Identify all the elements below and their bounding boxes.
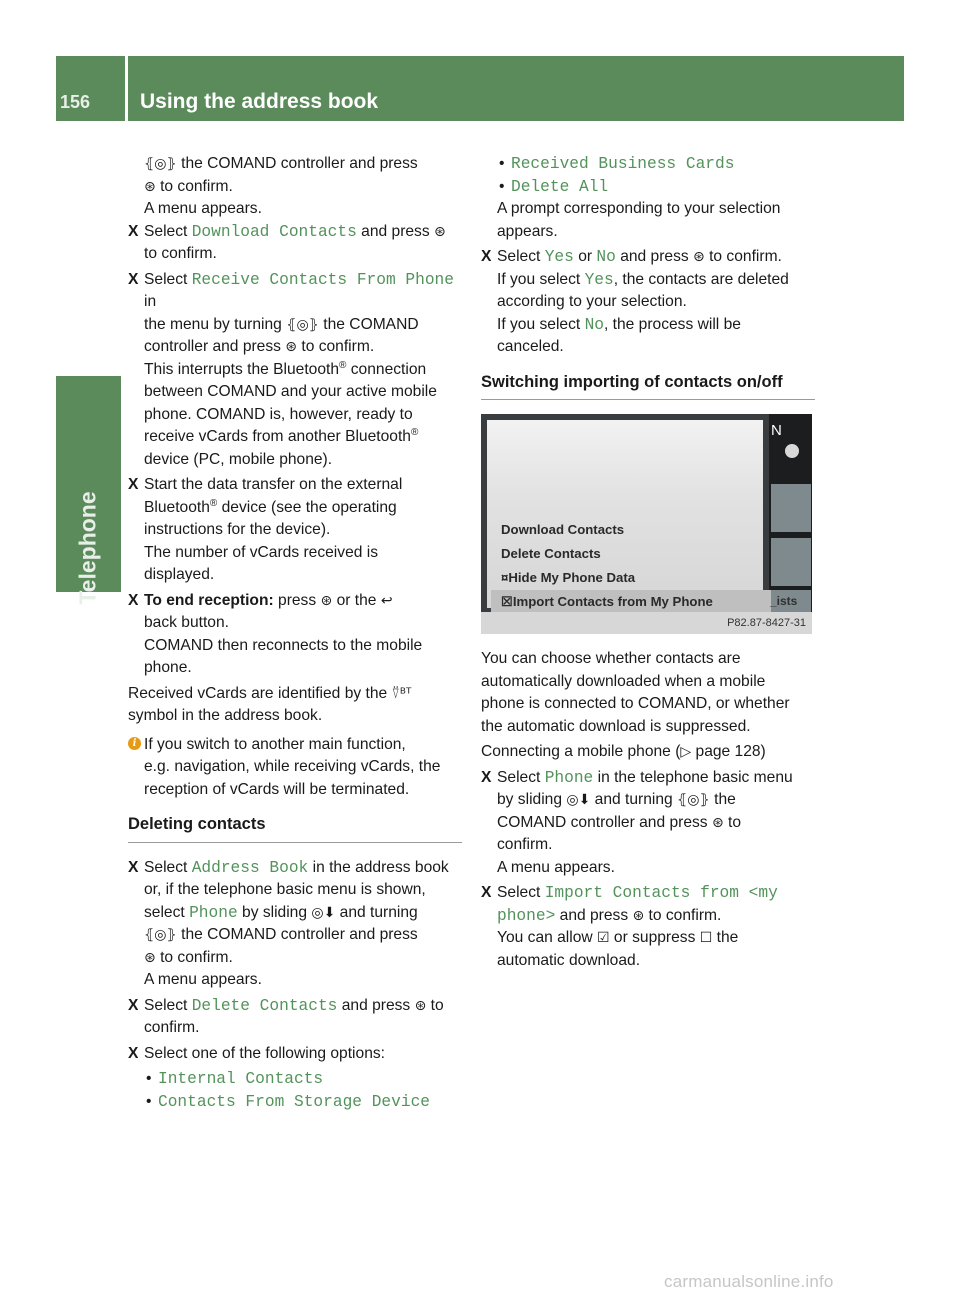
screenshot-menu-item-selected: ☒Import Contacts from My Phone [491,590,771,614]
step-marker-icon: X [128,591,139,609]
step-select-phone: X Select Phone in the telephone basic menu by sliding ◎⬇ and turning ⦃◎⦄ the COMAND controller and press ⊛ to confirm. A menu appears. [481,768,793,876]
paragraph-automatic-download: You can choose whether contacts are automatically downloaded when a mobile phone is connected to COMAND, or whether the automatic download is suppressed. [481,650,790,735]
press-icon: ⊛ [693,249,705,265]
section-heading-deleting: Deleting contacts [128,813,462,843]
checkbox-unchecked-icon: ☐ [699,930,713,946]
screenshot-menu-item: Download Contacts [501,522,625,537]
step-marker-icon: X [481,884,492,901]
step-marker-icon: X [128,1044,139,1062]
slide-icon: ◎⬇ [311,904,336,921]
controller-icon: ⦃◎⦄ [144,927,177,943]
step-start-transfer: X Start the data transfer on the external Bluetooth® device (see the operating instructions for the device). The number of vCards received is displayed. [128,476,403,583]
option-yes: Yes [544,248,574,266]
paragraph-vcard-symbol: Received vCards are identified by the ⍢ᴮᵀ symbol in the address book. [128,684,412,724]
prompt-paragraph: A prompt corresponding to your selection appears. [497,200,781,240]
controller-icon: ⦃◎⦄ [144,156,177,172]
step-select-address-book: X Select Address Book in the address book or, if the telephone basic menu is shown, select Phone by sliding ◎⬇ and turning ⦃◎⦄ the COMAND controller and press ⊛ to confirm. A menu appears. [128,858,449,988]
watermark: carmanualsonline.info [664,1272,834,1291]
step-continuation: ⦃◎⦄ the COMAND controller and press ⊛ to confirm. A menu appears. [144,155,418,217]
press-icon: ⊛ [414,997,427,1014]
page-reference-icon: ▷ [680,744,692,760]
press-icon: ⊛ [320,592,333,609]
page-number: 156 [60,92,91,112]
option-business-cards: • Received Business Cards [481,153,815,176]
step-import-contacts: X Select Import Contacts from <my phone> and press ⊛ to confirm. You can allow ☑ or suppress ☐ the automatic download. [481,884,778,969]
step-download-contacts: X Select Download Contacts and press ⊛ to confirm. [128,222,446,262]
press-icon: ⊛ [285,339,298,355]
press-icon: ⊛ [434,223,446,240]
controller-icon: ⦃◎⦄ [286,316,319,333]
step-select-option: X Select one of the following options: [128,1043,462,1066]
controller-icon: ⦃◎⦄ [677,792,710,808]
option-no: No [596,248,616,266]
bluetooth-contact-icon: ⍢ᴮᵀ [391,685,412,702]
section-heading-switching: Switching importing of contacts on/off [481,371,815,401]
step-marker-icon: X [128,476,139,493]
menu-item-receive-contacts: Receive Contacts From Phone [191,270,454,289]
checkbox-checked-icon: ☑ [597,930,610,946]
step-end-reception: X To end reception: press ⊛ or the ↩ back button. COMAND then reconnects to the mobile phone. [128,591,423,676]
left-column [128,153,462,1113]
bullet-icon: • [499,177,505,195]
step-marker-icon: X [128,222,139,240]
screenshot-corner-label: N [771,422,782,439]
screenshot-reference: P82.87-8427-31 [481,612,812,634]
menu-item-phone: Phone [544,768,594,787]
back-button-icon: ↩ [380,592,393,609]
menu-item-delete-contacts: Delete Contacts [191,996,338,1015]
comand-screenshot [481,414,812,634]
menu-item-address-book: Address Book [191,858,309,877]
screenshot-menu [491,518,771,614]
press-icon: ⊛ [144,949,156,966]
screenshot-side-label: _ists [770,594,798,608]
step-marker-icon: X [128,270,139,288]
press-icon: ⊛ [711,814,724,831]
slide-icon: ◎⬇ [566,792,591,808]
step-select-yes-no: X Select Yes or No and press ⊛ to confirm. If you select Yes, the contacts are deleted according to your selection. If you select No, the process will be canceled. [481,248,789,355]
step-marker-icon: X [481,768,492,786]
option-delete-all: • Delete All [481,176,815,199]
option-internal-contacts: • Internal Contacts [128,1068,462,1091]
page-title: Using the address book [140,90,379,113]
section-tab-label: Telephone [74,491,101,605]
step-receive-contacts: X Select Receive Contacts From Phone in the menu by turning ⦃◎⦄ the COMAND controller and press ⊛ to confirm. This interrupts the Bluetooth® connection between COMAND and your active mobile phone. COMAND is, however, ready to receive vCards from another Bluetooth® device (PC, mobile phone). [128,270,454,468]
menu-item-phone: Phone [189,903,238,922]
paragraph-connecting-reference: Connecting a mobile phone (▷ page 128) [481,743,766,760]
step-marker-icon: X [128,996,139,1014]
press-icon: ⊛ [632,907,645,924]
screenshot-menu-item: Delete Contacts [501,546,601,561]
step-select-delete-contacts: X Select Delete Contacts and press ⊛ to confirm. [128,996,444,1036]
bullet-icon: • [146,1070,152,1087]
menu-item-import-contacts: Import Contacts from <my [544,884,778,902]
info-note: i If you switch to another main function, e.g. navigation, while receiving vCards, the reception of vCards will be terminated. [128,734,462,802]
menu-item-download-contacts: Download Contacts [191,222,357,241]
press-icon: ⊛ [144,178,156,195]
bullet-icon: • [499,155,505,172]
option-storage-device: • Contacts From Storage Device [128,1091,462,1114]
globe-icon [785,444,799,458]
step-marker-icon: X [128,858,139,876]
screenshot-menu-item: ¤Hide My Phone Data [501,570,636,585]
bullet-icon: • [146,1092,152,1110]
info-icon: i [128,737,141,750]
header-divider [125,56,128,121]
step-marker-icon: X [481,248,492,265]
right-column [481,153,815,975]
